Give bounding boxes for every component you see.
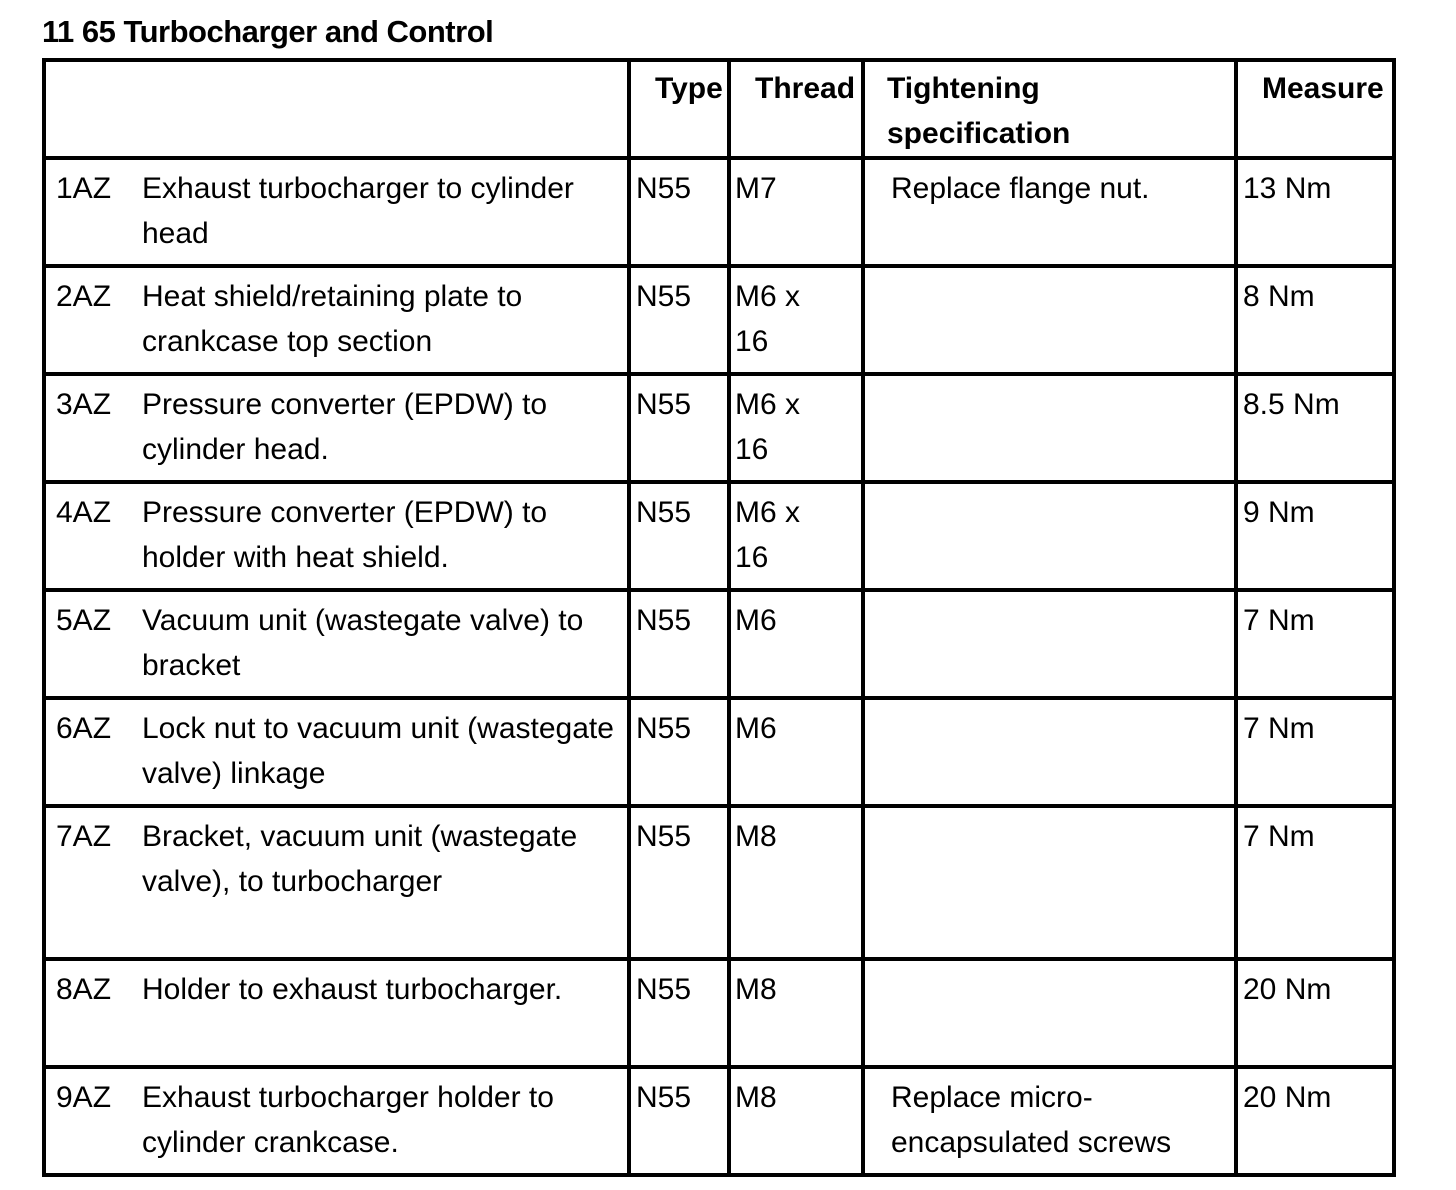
- table-row: [44, 266, 1394, 374]
- item-cell: [44, 1067, 629, 1175]
- table-row: [44, 374, 1394, 482]
- tightening-cell: [863, 959, 1236, 1067]
- type-cell: N55: [629, 698, 729, 806]
- item-cell: [44, 590, 629, 698]
- thread-cell: M8: [729, 959, 863, 1067]
- thread-cell: M6 x 16: [729, 266, 863, 374]
- type-cell: N55: [629, 158, 729, 266]
- type-cell: N55: [629, 266, 729, 374]
- tightening-cell: [863, 806, 1236, 959]
- torque-spec-table: [42, 58, 1396, 1177]
- thread-cell: M6 x 16: [729, 482, 863, 590]
- item-cell: [44, 698, 629, 806]
- tightening-cell: [863, 698, 1236, 806]
- item-code: 4AZ: [56, 496, 112, 529]
- thread-cell: M6: [729, 698, 863, 806]
- table-row: [44, 590, 1394, 698]
- table-row: [44, 1067, 1394, 1175]
- item-code: 8AZ: [56, 973, 112, 1006]
- measure-cell: 7 Nm: [1236, 590, 1394, 698]
- header-tightening: Tightening specification: [863, 60, 1236, 158]
- header-measure: Measure: [1236, 60, 1394, 158]
- type-cell: N55: [629, 1067, 729, 1175]
- measure-cell: 9 Nm: [1236, 482, 1394, 590]
- item-cell: [44, 959, 629, 1067]
- item-cell: [44, 482, 629, 590]
- tightening-cell: [863, 266, 1236, 374]
- tightening-cell: [863, 374, 1236, 482]
- measure-cell: 7 Nm: [1236, 698, 1394, 806]
- item-cell: [44, 806, 629, 959]
- measure-cell: 7 Nm: [1236, 806, 1394, 959]
- tightening-cell: [863, 482, 1236, 590]
- table-header-row: [44, 60, 1394, 158]
- thread-cell: M8: [729, 806, 863, 959]
- table-row: [44, 959, 1394, 1067]
- thread-cell: M6 x 16: [729, 374, 863, 482]
- header-type: Type: [629, 60, 729, 158]
- table-row: [44, 698, 1394, 806]
- tightening-cell: [863, 590, 1236, 698]
- item-description: Heat shield/retaining plate to crankcase top section: [142, 280, 523, 358]
- table-row: [44, 806, 1394, 959]
- item-description: Lock nut to vacuum unit (wastegate valve) linkage: [142, 712, 614, 790]
- item-code: 2AZ: [56, 280, 112, 313]
- thread-cell: M6: [729, 590, 863, 698]
- measure-cell: 20 Nm: [1236, 959, 1394, 1067]
- measure-cell: 20 Nm: [1236, 1067, 1394, 1175]
- measure-cell: 13 Nm: [1236, 158, 1394, 266]
- item-code: 7AZ: [56, 820, 112, 853]
- tightening-cell: Replace micro-encapsulated screws: [863, 1067, 1236, 1175]
- item-code: 5AZ: [56, 604, 112, 637]
- type-cell: N55: [629, 590, 729, 698]
- item-code: 6AZ: [56, 712, 112, 745]
- thread-cell: M7: [729, 158, 863, 266]
- type-cell: N55: [629, 959, 729, 1067]
- measure-cell: 8 Nm: [1236, 266, 1394, 374]
- item-cell: [44, 374, 629, 482]
- item-code: 3AZ: [56, 388, 112, 421]
- item-description: Pressure converter (EPDW) to holder with heat shield.: [142, 496, 548, 574]
- type-cell: N55: [629, 806, 729, 959]
- type-cell: N55: [629, 482, 729, 590]
- page-title: 11 65 Turbocharger and Control: [42, 14, 494, 49]
- header-thread: Thread: [729, 60, 863, 158]
- item-description: Pressure converter (EPDW) to cylinder head.: [142, 388, 548, 466]
- tightening-cell: Replace flange nut.: [863, 158, 1236, 266]
- table-row: [44, 158, 1394, 266]
- type-cell: N55: [629, 374, 729, 482]
- item-code: 9AZ: [56, 1081, 112, 1114]
- item-description: Holder to exhaust turbocharger.: [142, 973, 563, 1006]
- item-description: Exhaust turbocharger to cylinder head: [142, 172, 574, 250]
- item-description: Vacuum unit (wastegate valve) to bracket: [142, 604, 584, 682]
- item-cell: [44, 158, 629, 266]
- thread-cell: M8: [729, 1067, 863, 1175]
- table-row: [44, 482, 1394, 590]
- item-description: Exhaust turbocharger holder to cylinder crankcase.: [142, 1081, 554, 1159]
- item-code: 1AZ: [56, 172, 112, 205]
- measure-cell: 8.5 Nm: [1236, 374, 1394, 482]
- item-cell: [44, 266, 629, 374]
- item-description: Bracket, vacuum unit (wastegate valve), to turbocharger: [142, 820, 578, 898]
- header-blank: [44, 60, 629, 158]
